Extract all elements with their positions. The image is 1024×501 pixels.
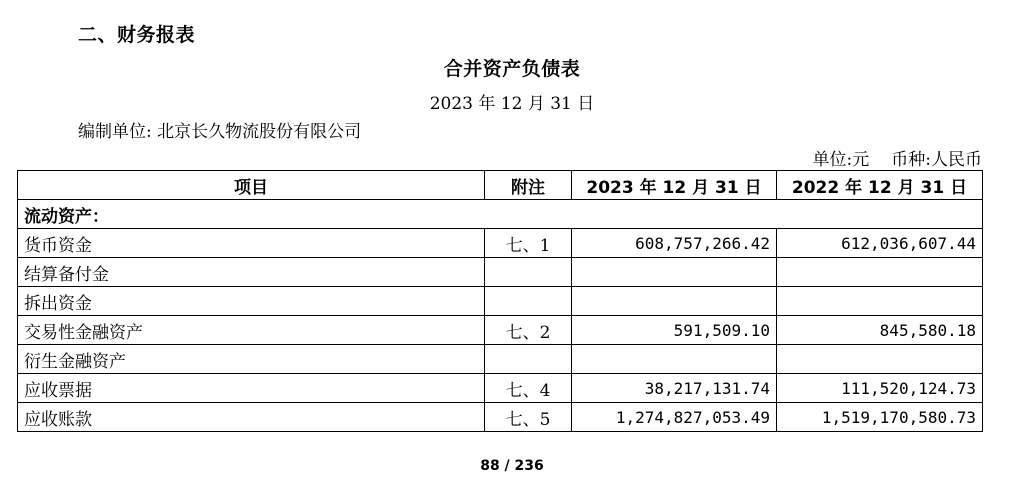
row-value-2022 [777, 345, 983, 374]
table-row [18, 287, 983, 316]
row-value-2023: 591,509.10 [572, 316, 777, 345]
row-note [485, 287, 572, 316]
page-number: 88 / 236 [480, 458, 544, 474]
unit-line [813, 145, 982, 170]
header-2022: 2022 年 12 月 31 日 [777, 171, 983, 200]
row-value-2023 [572, 258, 777, 287]
header-item: 项目 [18, 171, 485, 200]
row-value-2023: 1,274,827,053.49 [572, 403, 777, 432]
table-row [18, 374, 983, 403]
table-row [18, 229, 983, 258]
row-value-2023: 608,757,266.42 [572, 229, 777, 258]
row-item: 结算备付金 [18, 258, 485, 287]
unit-label: 单位:元 [812, 150, 870, 170]
balance-sheet-table [17, 170, 983, 432]
table-row [18, 403, 983, 432]
row-value-2022: 612,036,607.44 [777, 229, 983, 258]
table-row [18, 258, 983, 287]
row-note: 七、2 [485, 316, 572, 345]
row-item: 应收票据 [18, 374, 485, 403]
row-item: 拆出资金 [18, 287, 485, 316]
row-value-2022 [777, 287, 983, 316]
row-value-2023 [572, 287, 777, 316]
row-note: 七、1 [485, 229, 572, 258]
row-note [485, 345, 572, 374]
table-row [18, 345, 983, 374]
row-value-2022: 111,520,124.73 [777, 374, 983, 403]
company-name: 编制单位: 北京长久物流股份有限公司 [78, 122, 362, 142]
currency-label: 币种:人民币 [891, 150, 982, 170]
table-header-row [18, 171, 983, 200]
row-note: 七、4 [485, 374, 572, 403]
category-label: 流动资产： [18, 200, 983, 229]
report-title: 合并资产负债表 [443, 58, 581, 80]
row-value-2023: 38,217,131.74 [572, 374, 777, 403]
header-note: 附注 [485, 171, 572, 200]
report-date: 2023 年 12 月 31 日 [429, 94, 595, 114]
row-value-2022: 1,519,170,580.73 [777, 403, 983, 432]
row-item: 交易性金融资产 [18, 316, 485, 345]
row-value-2023 [572, 345, 777, 374]
row-note: 七、5 [485, 403, 572, 432]
header-2023: 2023 年 12 月 31 日 [572, 171, 777, 200]
row-note [485, 258, 572, 287]
category-row [18, 200, 983, 229]
row-item: 衍生金融资产 [18, 345, 485, 374]
row-item: 货币资金 [18, 229, 485, 258]
table-row [18, 316, 983, 345]
row-value-2022: 845,580.18 [777, 316, 983, 345]
row-item: 应收账款 [18, 403, 485, 432]
row-value-2022 [777, 258, 983, 287]
section-title: 二、财务报表 [78, 24, 196, 46]
